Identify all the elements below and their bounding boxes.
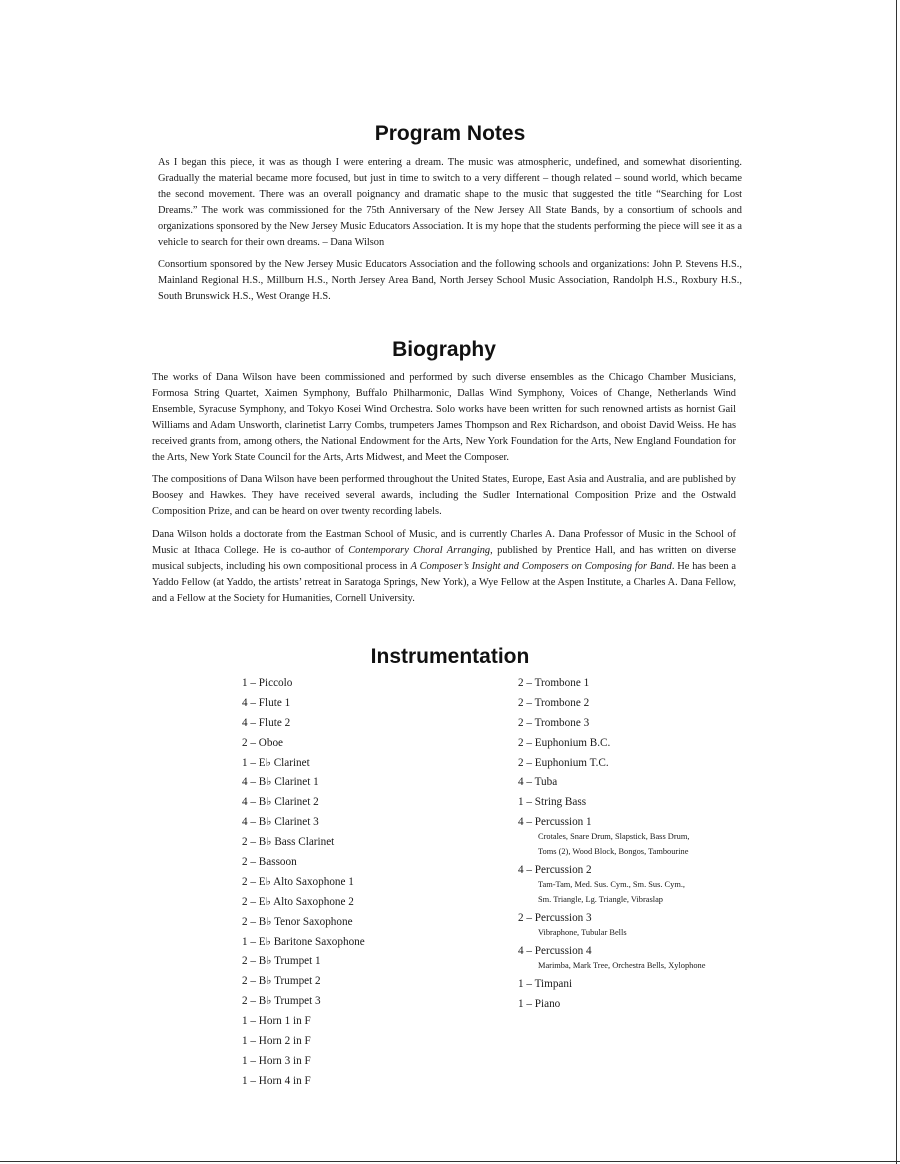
instrument-item: 4 – B♭ Clarinet 3 bbox=[242, 816, 319, 829]
biography-title: Biography bbox=[392, 338, 496, 361]
instrument-item: 2 – Trombone 1 bbox=[518, 677, 590, 689]
instrument-item: 2 – Bassoon bbox=[242, 856, 297, 869]
instrument-item: 2 – Oboe bbox=[242, 736, 284, 749]
percussion-detail: Vibraphone, Tubular Bells bbox=[538, 928, 627, 938]
instrument-item: 1 – Piccolo bbox=[242, 677, 293, 689]
program-notes-paragraph: As I began this piece, it was as though I were entering a dream. The music was atmospheric, undefined, and somewhat disorienting. Gradually the material became more focused, but just in time to switch to a very different – though related – sound world, which became the second movement. There was an overall poignancy and dramatic shape to the music that suggested the title “Searching for Lost Dreams.” The work was commissioned for the 75th Anniversary of the New Jersey All State Bands, by a consortium of schools and organizations sponsored by the New Jersey Music Educators Association. It is my hope that the students performing the piece will see it as a vehicle to search for their own dreams. – Dana Wilson bbox=[158, 157, 742, 248]
instrument-item: 2 – B♭ Bass Clarinet bbox=[242, 836, 335, 849]
percussion-group bbox=[518, 912, 778, 940]
biography-section bbox=[152, 338, 736, 607]
instrument-item: 2 – Trombone 3 bbox=[518, 716, 590, 729]
instrument-item: 1 – Piano bbox=[518, 998, 561, 1011]
instrument-list-right bbox=[518, 677, 778, 1018]
instrument-item: 2 – Euphonium B.C. bbox=[518, 736, 611, 749]
instrument-item: 2 – Euphonium T.C. bbox=[518, 756, 609, 769]
biography-paragraph-1: The works of Dana Wilson have been commissioned and performed by such diverse ensembles as the Chicago Chamber Musicians, Formosa String Quartet, Xaimen Symphony, Buffalo Philharmonic, Dallas Wind Symphony, Voices of Change, Netherlands Wind Ensemble, Syracuse Symphony, and Tokyo Kosei Wind Orchestra. Solo works have been written for such renowned artists as hornist Gail Williams and Adam Unsworth, clarinetist Larry Combs, trumpeters James Thompson and Rex Richardson, and oboist David Weiss. He has received grants from, among others, the National Endowment for the Arts, New York Foundation for the Arts, New England Foundation for the Arts, New York State Council for the Arts, Arts Midwest, and Meet the Composer. bbox=[152, 372, 736, 463]
instrument-item: 2 – B♭ Trumpet 3 bbox=[242, 995, 321, 1008]
instrument-item: 4 – Tuba bbox=[518, 776, 558, 789]
instrument-item: 1 – Horn 3 in F bbox=[242, 1054, 311, 1067]
instrument-item: 4 – Flute 2 bbox=[242, 716, 291, 729]
percussion-detail: Sm. Triangle, Lg. Triangle, Vibraslap bbox=[538, 895, 663, 905]
instrument-item: 2 – B♭ Trumpet 2 bbox=[242, 975, 321, 988]
instrument-item: 2 – Percussion 3 bbox=[518, 912, 592, 925]
instrument-item: 1 – Horn 1 in F bbox=[242, 1015, 311, 1028]
program-notes-title: Program Notes bbox=[374, 122, 526, 145]
instrumentation-section bbox=[150, 645, 750, 1117]
page-border-right bbox=[896, 0, 897, 1164]
percussion-detail: Crotales, Snare Drum, Slapstick, Bass Drum, bbox=[538, 832, 690, 842]
instrument-item: 4 – Flute 1 bbox=[242, 696, 291, 709]
percussion-group bbox=[518, 816, 778, 859]
biography-paragraph-3: Dana Wilson holds a doctorate from the Eastman School of Music, and is currently Charles A. Dana Professor of Music in the School of Music at Ithaca College. He is co-author of Contemporary Choral Arranging, published by Prentice Hall, and has written on diverse musical subjects, including his own compositional process in A Composer’s Insight and Composers on Composing for Band. He has been a Yaddo Fellow (at Yaddo, the artists’ retreat in Saratoga Springs, New York), a Wye Fellow at the Aspen Institute, a Charles A. Dana Fellow, and a Fellow at the Society for Humanities, Cornell University. bbox=[152, 529, 736, 604]
instrument-item: 2 – Trombone 2 bbox=[518, 696, 590, 709]
instrument-item: 2 – E♭ Alto Saxophone 2 bbox=[242, 895, 354, 908]
instrument-item: 1 – Horn 2 in F bbox=[242, 1035, 311, 1048]
instrument-item: 1 – Horn 4 in F bbox=[242, 1074, 311, 1087]
percussion-detail: Tam-Tam, Med. Sus. Cym., Sm. Sus. Cym., bbox=[538, 880, 686, 890]
consortium-paragraph: Consortium sponsored by the New Jersey Music Educators Association and the following schools and organizations: John P. Stevens H.S., Mainland Regional H.S., Millburn H.S., North Jersey Area Band, North Jersey School Music Association, Randolph H.S., Roxbury H.S., South Brunswick H.S., West Orange H.S. bbox=[158, 259, 742, 303]
instrumentation-title: Instrumentation bbox=[370, 645, 530, 668]
instrument-item: 1 – E♭ Baritone Saxophone bbox=[242, 935, 365, 948]
book-title-composers-insight: A Composer’s Insight and Composers on Composing for Band bbox=[410, 560, 672, 572]
instrument-item: 4 – Percussion 2 bbox=[518, 864, 592, 877]
instrument-item: 1 – E♭ Clarinet bbox=[242, 756, 310, 769]
book-title-choral-arranging: Contemporary Choral Arranging bbox=[348, 545, 491, 557]
instrument-list-left bbox=[242, 677, 482, 1095]
program-notes-section bbox=[158, 122, 742, 305]
percussion-group bbox=[518, 945, 778, 973]
instrument-item: 2 – B♭ Trumpet 1 bbox=[242, 955, 321, 968]
instrument-item: 4 – Percussion 1 bbox=[518, 816, 592, 829]
instrument-item: 2 – E♭ Alto Saxophone 1 bbox=[242, 875, 354, 888]
instrument-item: 4 – B♭ Clarinet 2 bbox=[242, 796, 319, 809]
instrument-item: 1 – String Bass bbox=[518, 796, 587, 809]
biography-paragraph-2: The compositions of Dana Wilson have been performed throughout the United States, Europe, East Asia and Australia, and are published by Boosey and Hawkes. They have received several awards, including the Sudler International Composition Prize and the Ostwald Composition Prize, and can be heard on over twenty recording labels. bbox=[152, 474, 736, 518]
instrument-item: 4 – Percussion 4 bbox=[518, 945, 592, 958]
percussion-detail: Toms (2), Wood Block, Bongos, Tambourine bbox=[538, 847, 689, 857]
percussion-group bbox=[518, 864, 778, 907]
percussion-detail: Marimba, Mark Tree, Orchestra Bells, Xylophone bbox=[538, 961, 706, 971]
page-border-bottom bbox=[0, 1161, 900, 1162]
instrument-item: 4 – B♭ Clarinet 1 bbox=[242, 776, 319, 789]
instrument-item: 2 – B♭ Tenor Saxophone bbox=[242, 915, 353, 928]
instrument-item: 1 – Timpani bbox=[518, 978, 573, 991]
